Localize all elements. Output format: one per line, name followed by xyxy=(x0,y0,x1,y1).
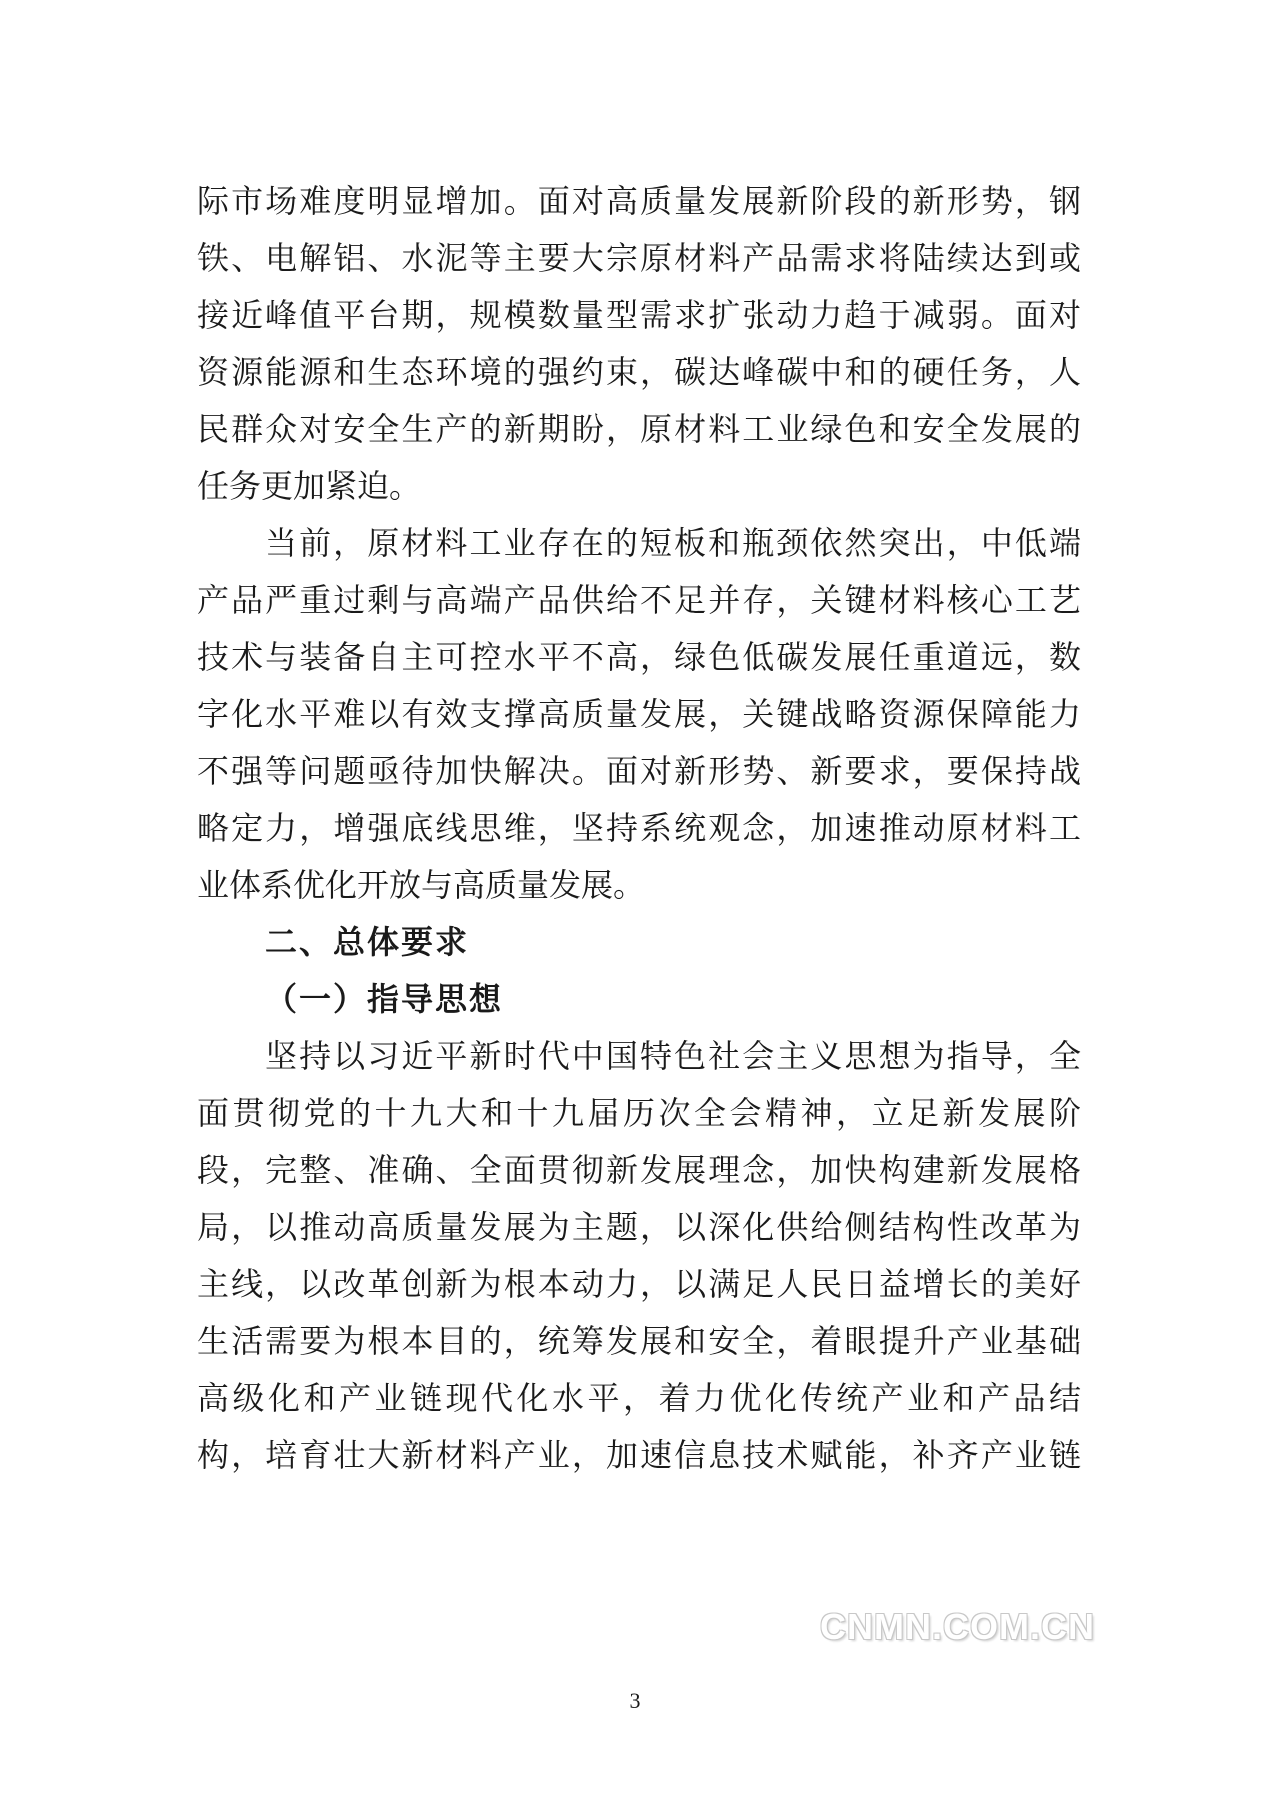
paragraph-line: 构，培育壮大新材料产业，加速信息技术赋能，补齐产业链 xyxy=(197,1436,1081,1474)
subsection-heading: （一）指导思想 xyxy=(265,980,504,1018)
paragraph-line: 主线，以改革创新为根本动力，以满足人民日益增长的美好 xyxy=(197,1265,1081,1303)
paragraph-line: 民群众对安全生产的新期盼，原材料工业绿色和安全发展的 xyxy=(197,410,1081,448)
paragraph-line: 高级化和产业链现代化水平，着力优化传统产业和产品结 xyxy=(197,1379,1081,1417)
paragraph-line: 段，完整、准确、全面贯彻新发展理念，加快构建新发展格 xyxy=(197,1151,1081,1189)
paragraph-line: 字化水平难以有效支撑高质量发展，关键战略资源保障能力 xyxy=(197,695,1081,733)
section-heading: 二、总体要求 xyxy=(265,923,470,961)
paragraph-line: 业体系优化开放与高质量发展。 xyxy=(197,866,646,904)
paragraph-line: 接近峰值平台期，规模数量型需求扩张动力趋于减弱。面对 xyxy=(197,296,1081,334)
paragraph-line: 技术与装备自主可控水平不高，绿色低碳发展任重道远，数 xyxy=(197,638,1081,676)
paragraph-line: 局，以推动高质量发展为主题，以深化供给侧结构性改革为 xyxy=(197,1208,1081,1246)
site-watermark: CNMN.COM.CN xyxy=(820,1606,1095,1647)
paragraph-line: 资源能源和生态环境的强约束，碳达峰碳中和的硬任务，人 xyxy=(197,353,1081,391)
paragraph-line: 面贯彻党的十九大和十九届历次全会精神，立足新发展阶 xyxy=(197,1094,1081,1132)
paragraph-line: 际市场难度明显增加。面对高质量发展新阶段的新形势，钢 xyxy=(197,182,1081,220)
paragraph-line: 当前，原材料工业存在的短板和瓶颈依然突出，中低端 xyxy=(265,524,1081,562)
paragraph-line: 任务更加紧迫。 xyxy=(197,467,422,505)
paragraph-line: 铁、电解铝、水泥等主要大宗原材料产品需求将陆续达到或 xyxy=(197,239,1081,277)
page-number: 3 xyxy=(629,1688,641,1713)
paragraph-line: 不强等问题亟待加快解决。面对新形势、新要求，要保持战 xyxy=(197,752,1081,790)
paragraph-line: 产品严重过剩与高端产品供给不足并存，关键材料核心工艺 xyxy=(197,581,1081,619)
paragraph-line: 坚持以习近平新时代中国特色社会主义思想为指导，全 xyxy=(265,1037,1081,1075)
paragraph-line: 生活需要为根本目的，统筹发展和安全，着眼提升产业基础 xyxy=(197,1322,1081,1360)
paragraph-line: 略定力，增强底线思维，坚持系统观念，加速推动原材料工 xyxy=(197,809,1081,847)
